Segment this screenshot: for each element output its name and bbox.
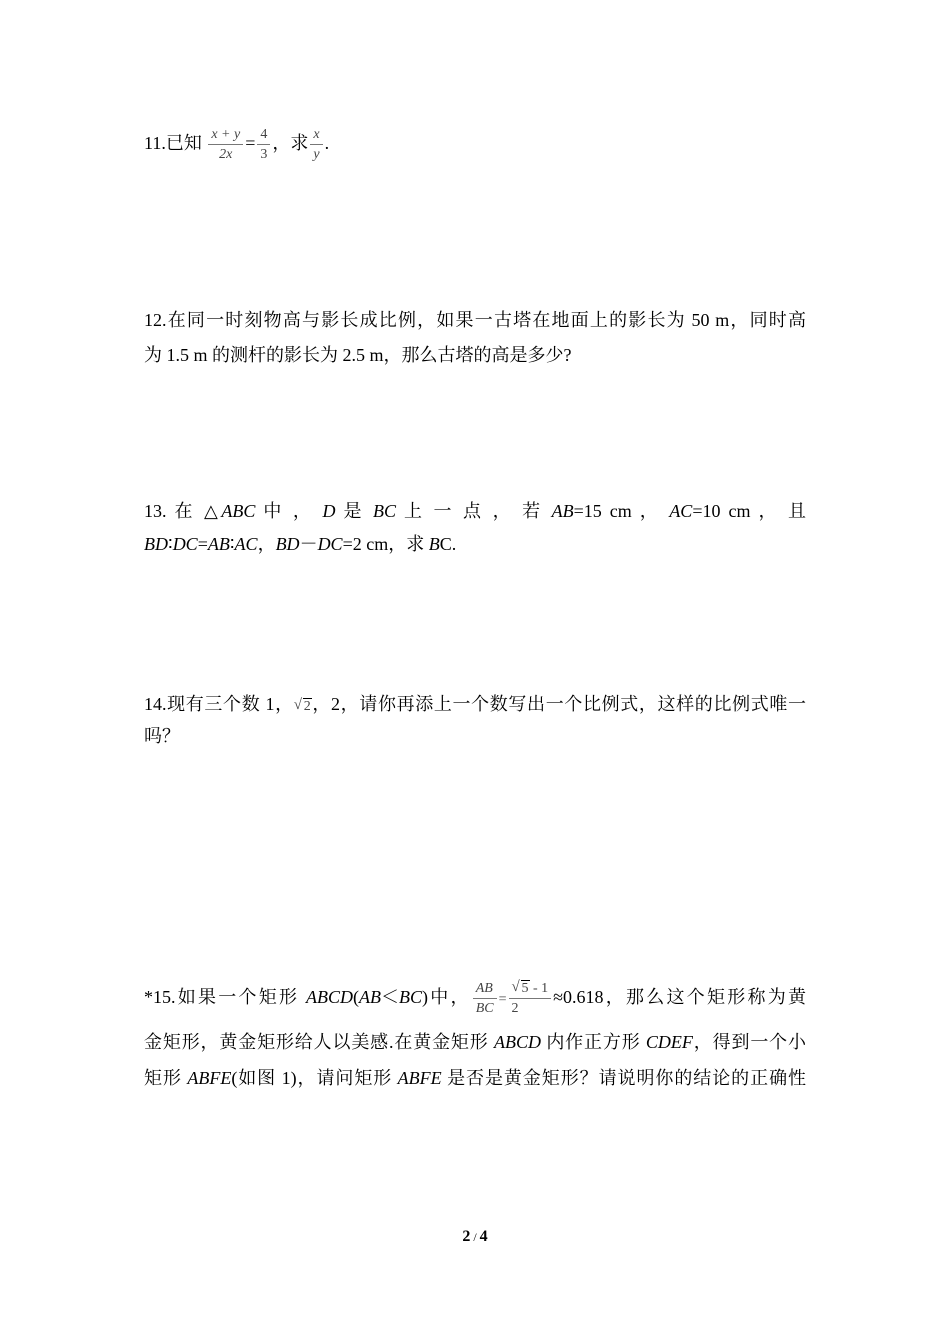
current-page: 2 <box>462 1228 471 1245</box>
q15-line-3: 矩形 ABFE(如图 1)，请问矩形 ABFE 是否是黄金矩形？请说明你的结论的正确性 <box>144 1068 807 1088</box>
q13-line-1: 13. 在 △ABC 中 ， D 是 BC 上 一 点 ， 若 AB=15 cm ， AC=10 cm ， 且 <box>144 501 807 521</box>
sqrt-2: √ 2 <box>293 697 311 714</box>
q13-line-2: BD∶DC=AB∶AC，BD－DC=2 cm，求 BC. <box>144 534 457 554</box>
total-pages: 4 <box>479 1228 488 1245</box>
q14-line-2: 吗？ <box>144 726 180 746</box>
page-number <box>0 1228 950 1246</box>
q15-line-1: *15.如果一个矩形 ABCD(AB＜BC)中， $\frac{AB}{BC}$ = √ 5 - 1 2 ≈0.618，那么这个矩形称为黄 <box>144 979 806 1016</box>
page-separator: / <box>470 1230 480 1244</box>
q12-line-1: 12.在同一时刻物高与影长成比例，如果一古塔在地面上的影长为 50 m，同时高 <box>144 310 806 330</box>
fraction-golden-ratio: √ 5 - 1 2 <box>509 982 552 1016</box>
q11-suffix: . <box>324 133 330 154</box>
sqrt-5: √ 5 <box>511 979 529 996</box>
fraction-x-plus-y-over-2x: $\frac{x + y}{2x}$ <box>208 128 243 162</box>
q12-line-2: 为 1.5 m 的测杆的影长为 2.5 m，那么古塔的高是多少? <box>144 345 572 365</box>
q11-mid: ，求 <box>272 133 309 154</box>
q11-prefix: 11.已知 <box>144 133 202 154</box>
fraction-4-over-3: $\frac{4}{3}$ <box>257 128 270 162</box>
q15-line-2: 金矩形，黄金矩形给人以美感.在黄金矩形 ABCD 内作正方形 CDEF，得到一个小 <box>144 1032 807 1052</box>
equals-sign: = <box>245 133 256 154</box>
fraction-ab-over-bc: $\frac{AB}{BC}$ <box>473 982 497 1016</box>
q14-line-1: 14.现有三个数 1， √ 2，2，请你再添上一个数写出一个比例式，这样的比例式唯一 <box>144 694 806 714</box>
fraction-x-over-y: $\frac{x}{y}$ <box>310 128 322 162</box>
